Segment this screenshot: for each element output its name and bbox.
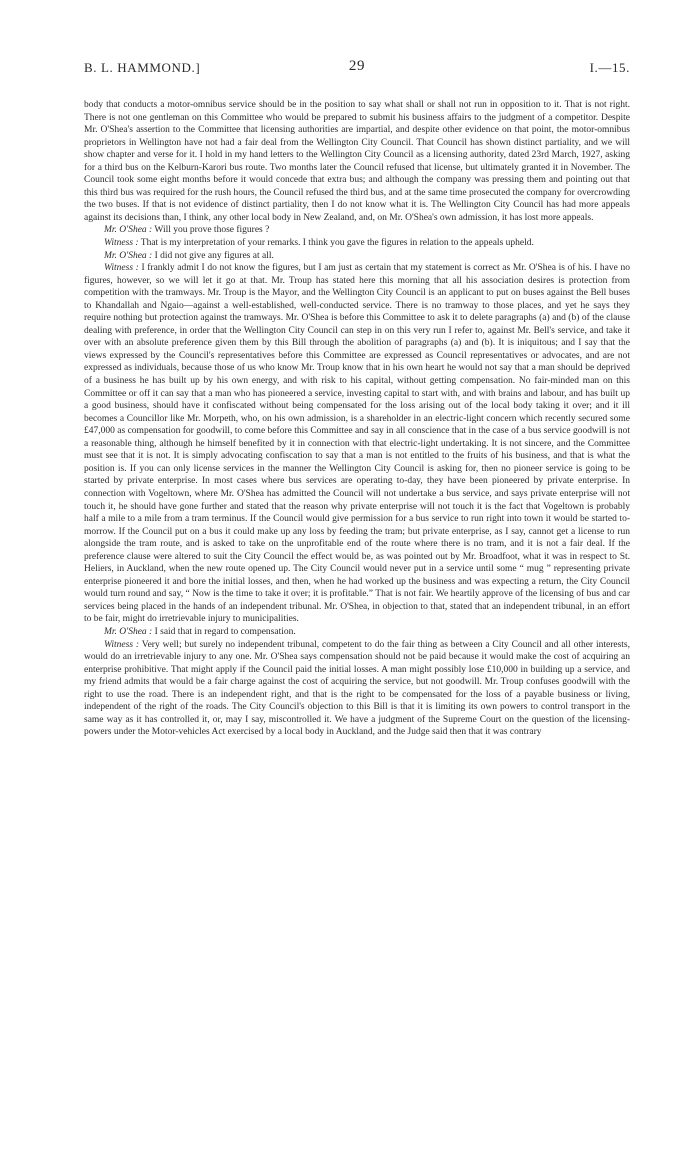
paragraph — [84, 626, 630, 639]
paragraph-text: Will you prove those figures ? — [152, 225, 270, 236]
paragraph-text: Very well; but surely no independent tribunal, competent to do the fair thing as between a City Council and all other interests, would do an irretrievable injury to any one. Mr. O'Shea says compensation should not be paid because it would make the cost of acquiring an enterprise prohibitive. That might apply if the Council paid the initial losses. A man might possibly lose £10,000 in building up a service, and my friend admits that would be a fair charge against the cost of acquiring the service, but not goodwill. Mr. Troup confuses goodwill with the right to use the road. There is an independent right, and that is the right to be compensated for the loss of a payable business or living, independent of the right of the roads. The City Council's objection to this Bill is that it is limiting its own powers to control transport in the same way as it has controlled it, or, may I say, miscontrolled it. We have a judgment of the Supreme Court on the question of the licensing-powers under the Motor-vehicles Act exercised by a local body in Auckland, and the Judge said then that it was contrary — [84, 639, 630, 738]
header-author: B. L. HAMMOND.] — [84, 60, 201, 75]
speaker-label: Mr. O'Shea : — [104, 626, 153, 637]
paragraph — [84, 237, 630, 250]
speaker-label: Witness : — [104, 263, 139, 274]
speaker-label: Mr. O'Shea : — [104, 225, 153, 236]
paragraph-text: That is my interpretation of your remarks. I think you gave the figures in relation to the appeals upheld. — [138, 238, 534, 249]
speaker-label: Witness : — [104, 238, 139, 249]
paragraph — [84, 224, 630, 237]
paragraph — [84, 262, 630, 626]
document-reference: I.—15. — [589, 60, 630, 75]
speaker-label: Mr. O'Shea : — [104, 250, 153, 261]
paragraph-text: body that conducts a motor-omnibus service should be in the position to say what shall or shall not run in opposition to it. That is not right. There is not one gentleman on this Committee who would be prepared to submit his business affairs to the judgment of a competitor. Despite Mr. O'Shea's assertion to the Committee that licensing authorities are impartial, and despite other evidence on that point, the motor-omnibus proprietors in Wellington have not had a fair deal from the Wellington City Council. That Council has shown distinct partiality, and we will show chapter and verse for it. I hold in my hand letters to the Wellington City Council as a licensing authority, dated 23rd March, 1927, asking for a third bus on the Kelburn-Karori bus route. Two months later the Council refused that license, but ultimately granted it in November. The Council took some eight months before it would concede that extra bus; and although the company was pressing them and pointing out that this third bus was required for the rush hours, the Council refused the third bus, and at the same time prosecuted the company for overcrowding the two buses. If that is not evidence of distinct partiality, then I do not know what it is. The Wellington City Council has had more appeals against its decisions than, I think, any other local body in New Zealand, and, on Mr. O'Shea's own admission, it has lost more appeals. — [84, 100, 630, 223]
document-body — [84, 99, 630, 739]
paragraph-text: I did not give any figures at all. — [152, 250, 274, 261]
paragraph-text: I frankly admit I do not know the figures, but I am just as certain that my statement is correct as Mr. O'Shea is of his. I have no figures, however, so we will let it go at that. Mr. Troup has stated here this morning that all his association desires is protection from competition with the tramways. Mr. Troup is the Mayor, and the Wellington City Council is an applicant to put on buses against the Bell buses to Khandallah and Ngaio—against a well-established, well-conducted service. There is no tramway to those places, and yet he says they require nothing but protection against the tramways. Mr. O'Shea is before this Committee to ask it to delete paragraphs (a) and (b) of the clause dealing with preference, in order that the Wellington City Council can step in on this very run I refer to, against Mr. Bell's service, and take it over with an absolute preference given them by this Bill through the abolition of paragraphs (a) and (b). It is iniquitous; and I say that the views expressed by the Council's representatives before this Committee are expressed as Council representatives or advocates, and are not expressed as individuals, because those of us who know Mr. Troup know that in his own heart he would not say that a man should be deprived of a business he has built up by his own energy, and with risk to his capital, without getting compensation. No fair-minded man on this Committee or off it can say that a man who has pioneered a service, investing capital to start with, and with brains and labour, and has built up a good business, should have it confiscated without being compensated for the loss arising out of the local body taking it over; and it ill becomes a Councillor like Mr. Morpeth, who, on his own admission, is a shareholder in an electric-light concern which recently secured some £47,000 as compensation for goodwill, to come before this Committee and say in all conscience that in the case of a bus service goodwill is not a reasonable thing, although he himself benefited by it in connection with that electric-light undertaking. It is not sincere, and the Committee must see that it is not. It is simply advocating confiscation to say that a man is not entitled to the fruits of his business, and that is what the position is. If you can only license services in the manner the Wellington City Council is asking for, then no pioneer service is going to be started by private enterprise. In most cases where bus services are operating to-day, they have been pioneered by private enterprise. In connection with Vogeltown, where Mr. O'Shea has admitted the Council will not undertake a bus service, and says private enterprise will not touch it, he should have gone further and stated that the reason why private enterprise will not touch it is the fact that Vogeltown is probably half a mile to a mile from a tram terminus. If the Council would give permission for a bus service to run right into town it would be started to-morrow. If the Council put on a bus it could make up any loss by feeding the tram; but private enterprise, as I say, cannot get a license to run alongside the tram route, and is asked to take on the unprofitable end of the route where there is no tram, and it is not a fair deal. If the preference clause were altered to suit the City Council the effect would be, as was pointed out by Mr. Broadfoot, what it was in respect to St. Heliers, in Auckland, when the new route opened up. The City Council would never put in a service until some “ mug ” representing private enterprise pioneered it and bore the initial losses, and then, when he had worked up the business and was expecting a return, the City Council would turn round and say, “ Now is the time to take it over; it is profitable.” That is not fair. We heartily approve of the licensing of bus and car services being placed in the hands of an independent tribunal. Mr. O'Shea, in objection to that, stated that an independent tribunal, in an effort to be fair, might do irretrievable injury to municipalities. — [84, 263, 630, 625]
page-number: 29 — [348, 58, 366, 74]
page-header — [84, 60, 630, 80]
paragraph-text: I said that in regard to compensation. — [152, 626, 296, 637]
paragraph — [84, 99, 630, 224]
paragraph — [84, 250, 630, 263]
paragraph — [84, 639, 630, 739]
speaker-label: Witness : — [104, 639, 140, 650]
